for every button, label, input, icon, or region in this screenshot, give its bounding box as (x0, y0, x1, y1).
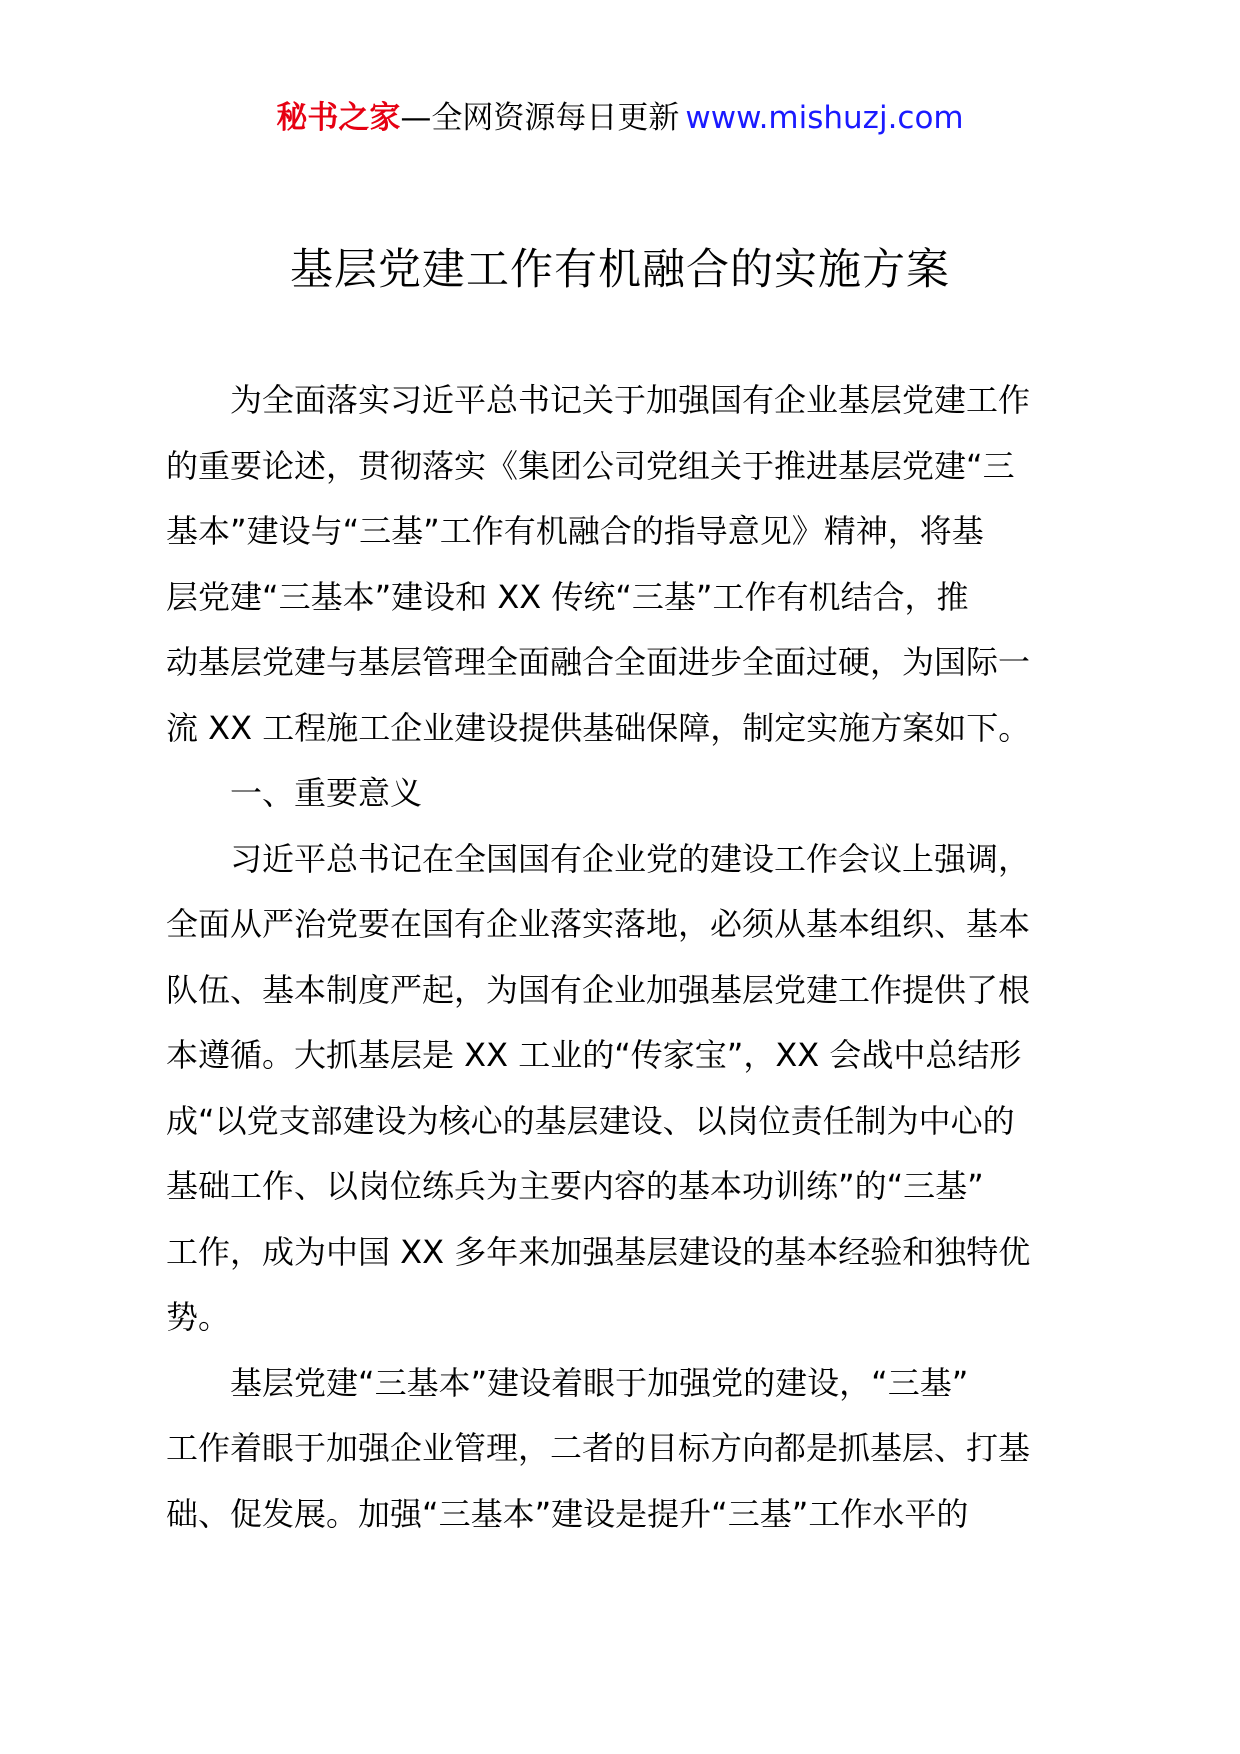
body-line: 的重要论述，贯彻落实《集团公司党组关于推进基层党建“三 (166, 446, 1015, 485)
body-line: 基层党建“三基本”建设着眼于加强党的建设，“三基” (230, 1363, 969, 1402)
body-line: 势。 (166, 1298, 231, 1336)
body-line: 基础工作、以岗位练兵为主要内容的基本功训练”的“三基” (166, 1167, 984, 1205)
body-line: 本遵循。大抓基层是 XX 工业的“传家宝”，XX 会战中总结形 (166, 1036, 1022, 1074)
brand-name: 秘书之家 (276, 100, 401, 136)
header-tagline: —全网资源每日更新 (400, 100, 680, 136)
body-line: 工作，成为中国 XX 多年来加强基层建设的基本经验和独特优 (166, 1232, 1031, 1271)
body-line: 流 XX 工程施工企业建设提供基础保障，制定实施方案如下。 (166, 708, 1031, 747)
body-line: 层党建“三基本”建设和 XX 传统“三基”工作有机结合，推 (166, 577, 969, 616)
body-line: 为全面落实习近平总书记关于加强国有企业基层党建工作 (230, 381, 1031, 419)
document-body (166, 368, 1086, 1547)
body-line: 动基层党建与基层管理全面融合全面进步全面过硬，为国际一 (166, 643, 1031, 681)
body-line: 全面从严治党要在国有企业落实落地，必须从基本组织、基本 (166, 905, 1031, 943)
section-heading: 一、重要意义 (230, 774, 423, 812)
document-title: 基层党建工作有机融合的实施方案 (290, 245, 950, 295)
body-line: 成“以党支部建设为核心的基层建设、以岗位责任制为中心的 (166, 1101, 1015, 1140)
body-line: 队伍、基本制度严起，为国有企业加强基层党建工作提供了根 (166, 970, 1031, 1009)
site-url-link[interactable]: www.mishuzj.com (685, 100, 964, 136)
site-header (0, 96, 1240, 140)
body-line: 基本”建设与“三基”工作有机融合的指导意见》精神，将基 (166, 512, 984, 550)
body-line: 工作着眼于加强企业管理，二者的目标方向都是抓基层、打基 (166, 1429, 1031, 1467)
body-line: 础、促发展。加强“三基本”建设是提升“三基”工作水平的 (166, 1494, 969, 1533)
body-line: 习近平总书记在全国国有企业党的建设工作会议上强调， (230, 839, 1031, 878)
